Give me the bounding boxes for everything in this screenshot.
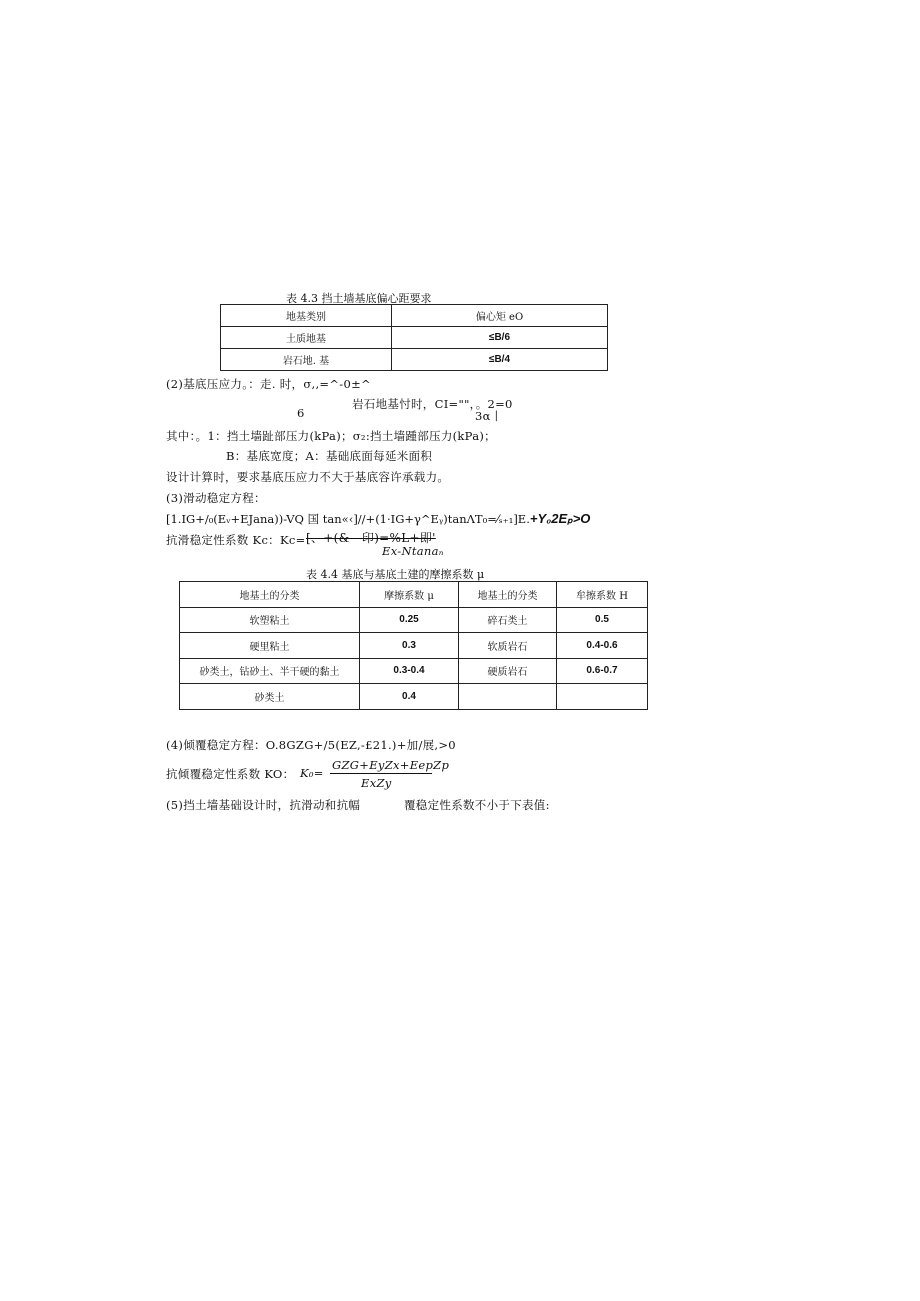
- table-row: [180, 658, 648, 684]
- table-cell: 砂类土，钻砂土、半干硬的黏土: [180, 658, 360, 684]
- rock-foundation-formula: 岩石地基忖时，CI=""，。2=0: [352, 397, 513, 411]
- design-note-part-a: (5)挡土墙基础设计时，抗滑动和抗幅: [166, 798, 361, 812]
- table-4-4-caption: 表 4.4 基底与基底土建的摩擦系数 μ: [306, 568, 485, 581]
- rock-foundation-formula-sub: 3α丨: [475, 409, 503, 423]
- table-cell: 0.4-0.6: [557, 633, 648, 659]
- sliding-equation: [166, 511, 590, 527]
- table-cell: 0.3: [360, 633, 459, 659]
- table-row: [180, 633, 648, 659]
- table-cell: 0.4: [360, 684, 459, 710]
- design-note-part-b: 覆稳定性系数不小于下表值:: [404, 798, 550, 812]
- sliding-stability-heading: (3)滑动稳定方程：: [166, 491, 266, 505]
- table-cell: 软质岩石: [459, 633, 557, 659]
- table-cell: 碎石类土: [459, 607, 557, 633]
- table-header-cell: 地基土的分类: [459, 582, 557, 608]
- table-row: [180, 607, 648, 633]
- table-cell: 砂类土: [180, 684, 360, 710]
- table-cell: 硬里粘土: [180, 633, 360, 659]
- table-row: [221, 349, 608, 371]
- base-pressure-heading: (2)基底压应力。：走. 时，σ,,=^-0±^: [166, 377, 371, 391]
- width-area-definitions: B：基底宽度；A：基础底面每延米面积: [226, 449, 433, 463]
- table-header-row: [180, 582, 648, 608]
- fraction-bar: [330, 773, 432, 774]
- table-header-cell: 牟擦系数 H: [557, 582, 648, 608]
- sliding-equation-tail: +Y₀2Eₚ>O: [529, 511, 591, 526]
- table-cell: [557, 684, 648, 710]
- table-4-4: [179, 581, 648, 710]
- table-cell: 硬质岩石: [459, 658, 557, 684]
- overturning-coefficient-label: 抗倾覆稳定性系数 KO：: [166, 767, 295, 781]
- table-cell: 0.5: [557, 607, 648, 633]
- table-cell: 0.25: [360, 607, 459, 633]
- table-header-cell: 偏心矩 eO: [392, 305, 608, 327]
- overturning-equation: (4)倾覆稳定方程：O.8GZG+/5(EZ,-£21.)+加/展,>0: [166, 738, 456, 752]
- overturning-coefficient-symbol: K₀=: [300, 766, 324, 780]
- sliding-coefficient-label: 抗滑稳定性系数 Kc：Kc=: [166, 533, 306, 547]
- sliding-coefficient-denominator: Ex-Ntanaₙ: [382, 544, 444, 558]
- table-header-cell: 摩擦系数 μ: [360, 582, 459, 608]
- table-cell: 软塑粘土: [180, 607, 360, 633]
- table-cell: ≤B/4: [392, 349, 608, 371]
- table-header-row: [221, 305, 608, 327]
- table-cell: 岩石地. 基: [221, 349, 392, 371]
- table-4-3-caption: 表 4.3 挡土墙基底偏心距要求: [286, 292, 432, 305]
- table-row: [180, 684, 648, 710]
- table-4-3: [220, 304, 608, 371]
- sliding-equation-main: [1.IG+/₀(Eᵥ+EJana))-VQ 国 tan«‹]//+(1·IG+γ^Eᵧ)tanΛT₀=⁄ₛ₊₁]E.: [166, 512, 530, 526]
- overturning-coefficient-denominator: ExZy: [361, 776, 392, 790]
- table-header-cell: 地基土的分类: [180, 582, 360, 608]
- table-cell: 土质地基: [221, 327, 392, 349]
- pressure-definitions: 其中：。1：挡土墙趾部压力(kPa)；σ₂:挡土墙踵部压力(kPa)；: [166, 429, 496, 443]
- table-header-cell: 地基类别: [221, 305, 392, 327]
- table-cell: ≤B/6: [392, 327, 608, 349]
- rock-foundation-formula-prefix: 6: [297, 406, 305, 420]
- table-cell: 0.3-0.4: [360, 658, 459, 684]
- overturning-coefficient-numerator: GZG+EyZx+EepZp: [332, 758, 450, 772]
- table-row: [221, 327, 608, 349]
- sliding-coefficient-numerator: [、+(&—印)=%L+即': [306, 531, 436, 545]
- table-cell: [459, 684, 557, 710]
- design-requirement: 设计计算时，要求基底压应力不大于基底容许承载力。: [166, 470, 450, 484]
- table-cell: 0.6-0.7: [557, 658, 648, 684]
